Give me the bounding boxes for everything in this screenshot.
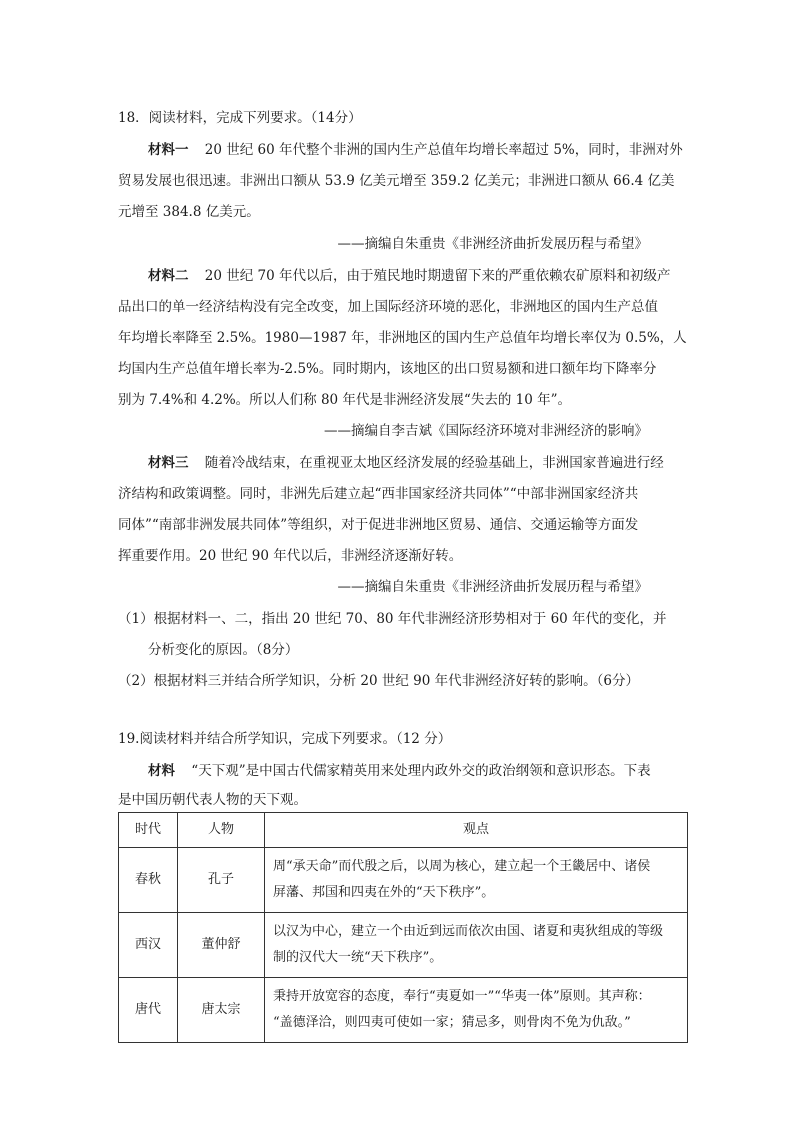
table-row bbox=[119, 848, 688, 913]
material-3-source: ——摘编自朱重贵《非洲经济曲折发展历程与希望》 bbox=[337, 579, 648, 595]
header-era: 时代 bbox=[119, 813, 178, 848]
material-1-line-3: 元增至 384.8 亿美元。 bbox=[118, 204, 260, 220]
row-person: 唐太宗 bbox=[178, 978, 265, 1043]
material-2-label: 材料二 bbox=[148, 268, 189, 284]
question-18-title: 18．阅读材料，完成下列要求。（14分） bbox=[118, 110, 362, 126]
material-3-label: 材料三 bbox=[148, 455, 189, 471]
table-row bbox=[119, 913, 688, 978]
material-2-text-1: 20 世纪 70 年代以后，由于殖民地时期遗留下来的严重依赖农矿原料和初级产 bbox=[204, 268, 671, 284]
row-era: 唐代 bbox=[119, 978, 178, 1043]
header-view: 观点 bbox=[265, 813, 688, 848]
row-person: 孔子 bbox=[178, 848, 265, 913]
subquestion-1-line-2: 分析变化的原因。（8分） bbox=[148, 642, 299, 658]
q19-material-line-2: 是中国历朝代表人物的天下观。 bbox=[118, 792, 307, 808]
material-2-line-2: 品出口的单一经济结构没有完全改变，加上国际经济环境的恶化，非洲地区的国内生产总值 bbox=[118, 299, 658, 315]
row-view bbox=[265, 913, 688, 978]
material-1-label: 材料一 bbox=[148, 142, 189, 158]
material-2-line-5: 别为 7.4%和 4.2%。所以人们称 80 年代是非洲经济发展“失去的 10 年”。 bbox=[118, 392, 572, 408]
material-2-source: ——摘编自李吉斌《国际经济环境对非洲经济的影响》 bbox=[324, 423, 648, 439]
row-era: 西汉 bbox=[119, 913, 178, 978]
material-3-line-3: 同体”“南部非洲发展共同体”等组织，对于促进非洲地区贸易、通信、交通运输等方面发 bbox=[118, 517, 639, 533]
row-view bbox=[265, 978, 688, 1043]
q19-material-line-1 bbox=[148, 761, 651, 781]
material-3-line-2: 济结构和政策调整。同时，非洲先后建立起“西非国家经济共同体”“中部非洲国家经济共 bbox=[118, 486, 639, 502]
material-2-line-4: 均国内生产总值年增长率为-2.5%。同时期内，该地区的出口贸易额和进口额年均下降率分 bbox=[118, 361, 657, 377]
row-view bbox=[265, 848, 688, 913]
row-view-line-2: “盖德泽洽，则四夷可使如一家；猜忌多，则骨肉不免为仇敌。” bbox=[273, 1015, 631, 1030]
q19-material-label: 材料 bbox=[148, 763, 175, 779]
row-era: 春秋 bbox=[119, 848, 178, 913]
header-person: 人物 bbox=[178, 813, 265, 848]
material-1-source: ——摘编自朱重贵《非洲经济曲折发展历程与希望》 bbox=[337, 236, 648, 252]
row-person: 董仲舒 bbox=[178, 913, 265, 978]
material-3-text-1: 随着冷战结束，在重视亚太地区经济发展的经验基础上，非洲国家普遍进行经 bbox=[204, 455, 664, 471]
q19-material-text-1: “天下观”是中国古代儒家精英用来处理内政外交的政治纲领和意识形态。下表 bbox=[191, 763, 651, 779]
row-view-line-2: 制的汉代大一统“天下秩序”。 bbox=[273, 950, 443, 965]
material-1-line-1 bbox=[148, 140, 683, 160]
row-view-line-1: 秉持开放宽容的态度，奉行“夷夏如一”“华夷一体”原则。其声称： bbox=[273, 989, 651, 1004]
tianxia-table bbox=[118, 812, 688, 1043]
table-header-row bbox=[119, 813, 688, 848]
row-view-line-2: 屏藩、邦国和四夷在外的“天下秩序”。 bbox=[273, 885, 495, 900]
material-2-line-3: 年均增长率降至 2.5%。1980—1987 年，非洲地区的国内生产总值年均增长率仅为 0.5%，人 bbox=[118, 330, 687, 346]
material-2-line-1 bbox=[148, 266, 671, 286]
question-19-title: 19.阅读材料并结合所学知识，完成下列要求。（12 分） bbox=[118, 731, 452, 747]
subquestion-1-line-1: （1）根据材料一、二，指出 20 世纪 70、80 年代非洲经济形势相对于 60 年代的变化，并 bbox=[118, 611, 667, 627]
material-3-line-1 bbox=[148, 453, 664, 473]
table-row bbox=[119, 978, 688, 1043]
row-view-line-1: 周“承天命”而代殷之后，以周为核心，建立起一个王畿居中、诸侯 bbox=[273, 859, 651, 874]
row-view-line-1: 以汉为中心，建立一个由近到远而依次由国、诸夏和夷狄组成的等级 bbox=[273, 924, 664, 939]
subquestion-2: （2）根据材料三并结合所学知识，分析 20 世纪 90 年代非洲经济好转的影响。（6分） bbox=[118, 673, 639, 689]
material-3-line-4: 挥重要作用。20 世纪 90 年代以后，非洲经济逐渐好转。 bbox=[118, 548, 463, 564]
material-1-text-1: 20 世纪 60 年代整个非洲的国内生产总值年均增长率超过 5%，同时，非洲对外 bbox=[204, 142, 683, 158]
material-1-line-2: 贸易发展也很迅速。非洲出口额从 53.9 亿美元增至 359.2 亿美元；非洲进口额从 66.4 亿美 bbox=[118, 173, 675, 189]
